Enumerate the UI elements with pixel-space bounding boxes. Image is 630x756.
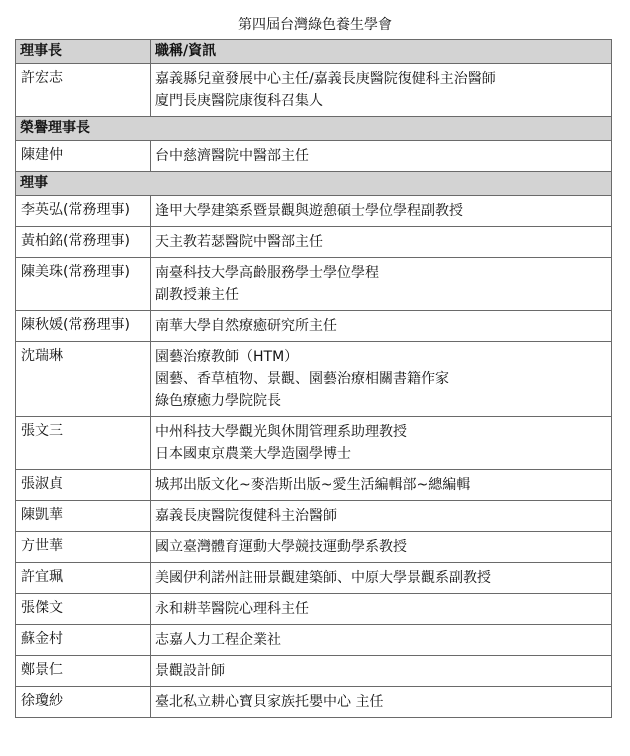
info-line: 景觀設計師: [155, 663, 225, 679]
table-row: [16, 563, 612, 594]
info-line: 國立臺灣體育運動大學競技運動學系教授: [155, 539, 407, 555]
table-row: [16, 594, 612, 625]
member-info: [151, 417, 612, 470]
member-info: [151, 227, 612, 258]
info-line: 逢甲大學建築系暨景觀與遊憩碩士學位學程副教授: [155, 203, 463, 219]
table-row: [16, 532, 612, 563]
info-line: 中州科技大學觀光與休閒管理系助理教授: [155, 424, 407, 440]
table-row: [16, 311, 612, 342]
member-name: 徐瓊紗: [16, 687, 151, 718]
member-name: 陳建仲: [16, 141, 151, 172]
info-line: 園藝、香草植物、景觀、園藝治療相關書籍作家: [155, 371, 449, 387]
member-name: 張淑貞: [16, 470, 151, 501]
section-header-honorary: [16, 117, 612, 141]
section-header-directors: [16, 172, 612, 196]
header-col-role: 理事長: [16, 40, 151, 64]
member-name: 陳秋媛(常務理事): [16, 311, 151, 342]
info-line: 台中慈濟醫院中醫部主任: [155, 148, 309, 164]
table-row: [16, 196, 612, 227]
table-row: [16, 501, 612, 532]
info-line: 廈門長庚醫院康復科召集人: [155, 93, 323, 109]
member-name: 張文三: [16, 417, 151, 470]
member-info: [151, 342, 612, 417]
member-info: [151, 258, 612, 311]
member-info: [151, 563, 612, 594]
member-info: [151, 625, 612, 656]
info-line: 嘉義縣兒童發展中心主任/嘉義長庚醫院復健科主治醫師: [155, 71, 496, 87]
member-info: [151, 501, 612, 532]
member-name: 沈瑞琳: [16, 342, 151, 417]
council-table: [15, 39, 612, 718]
info-line: 綠色療癒力學院院長: [155, 393, 281, 409]
info-line: 南華大學自然療癒研究所主任: [155, 318, 337, 334]
table-header-row: [16, 40, 612, 64]
info-line: 臺北私立耕心寶貝家族托嬰中心 主任: [155, 694, 384, 710]
table-row: [16, 470, 612, 501]
member-info: [151, 687, 612, 718]
table-row: [16, 258, 612, 311]
member-name: 許宏志: [16, 64, 151, 117]
table-row: [16, 227, 612, 258]
table-row: [16, 141, 612, 172]
member-info: [151, 64, 612, 117]
member-name: 張傑文: [16, 594, 151, 625]
member-name: 許宜珮: [16, 563, 151, 594]
member-name: 方世華: [16, 532, 151, 563]
member-name: 黃柏銘(常務理事): [16, 227, 151, 258]
member-name: 陳美珠(常務理事): [16, 258, 151, 311]
section-title: 理事: [16, 172, 612, 196]
member-name: 李英弘(常務理事): [16, 196, 151, 227]
page-title: 第四屆台灣綠色養生學會: [238, 17, 392, 33]
info-line: 副教授兼主任: [155, 287, 239, 303]
table-row: [16, 417, 612, 470]
info-line: 志嘉人力工程企業社: [155, 632, 281, 648]
table-row: [16, 625, 612, 656]
member-name: 陳凱華: [16, 501, 151, 532]
table-row: [16, 656, 612, 687]
info-line: 城邦出版文化~麥浩斯出版~愛生活編輯部~總編輯: [155, 477, 471, 493]
member-name: 蘇金村: [16, 625, 151, 656]
info-line: 園藝治療教師（HTM）: [155, 349, 299, 365]
member-info: [151, 311, 612, 342]
header-col-info: 職稱/資訊: [151, 40, 612, 64]
info-line: 南臺科技大學高齡服務學士學位學程: [155, 265, 379, 281]
member-info: [151, 594, 612, 625]
member-name: 鄭景仁: [16, 656, 151, 687]
info-line: 嘉義長庚醫院復健科主治醫師: [155, 508, 337, 524]
member-info: [151, 141, 612, 172]
section-title: 榮譽理事長: [16, 117, 612, 141]
table-row: [16, 342, 612, 417]
info-line: 美國伊利諾州註冊景觀建築師、中原大學景觀系副教授: [155, 570, 491, 586]
table-row: [16, 64, 612, 117]
member-info: [151, 532, 612, 563]
info-line: 日本國東京農業大學造園學博士: [155, 446, 351, 462]
table-row: [16, 687, 612, 718]
member-info: [151, 470, 612, 501]
info-line: 天主教若瑟醫院中醫部主任: [155, 234, 323, 250]
info-line: 永和耕莘醫院心理科主任: [155, 601, 309, 617]
member-info: [151, 196, 612, 227]
member-info: [151, 656, 612, 687]
